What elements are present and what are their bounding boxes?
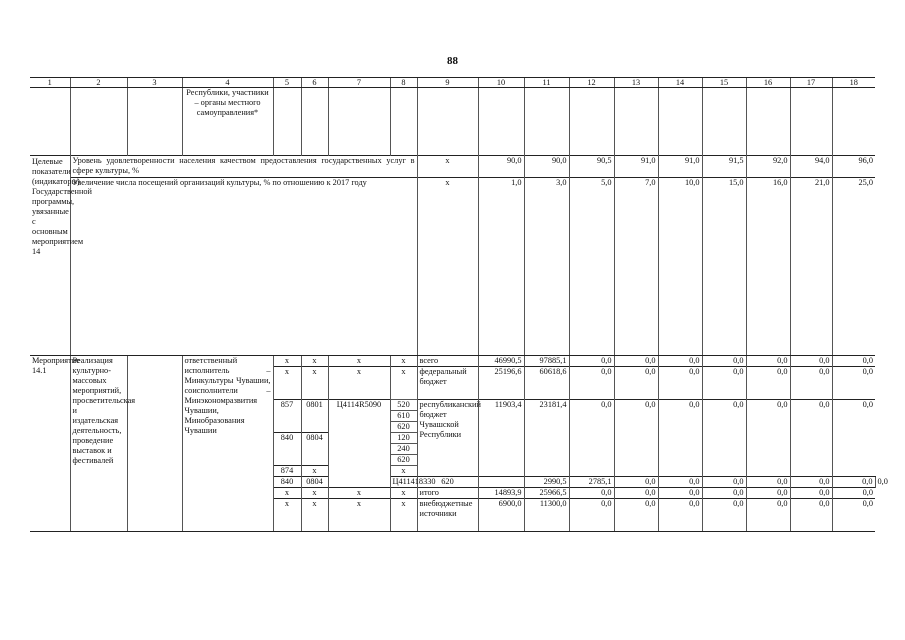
amount-cell: 0,0 bbox=[832, 400, 875, 477]
code-cell: x bbox=[390, 356, 417, 367]
indicator-value: 91,5 bbox=[702, 156, 746, 178]
funding-source: федеральный бюджет bbox=[417, 367, 478, 400]
indicator-value: 90,0 bbox=[524, 156, 569, 178]
code-cell: 120 bbox=[390, 433, 417, 444]
amount-cell: 46990,5 bbox=[478, 356, 524, 367]
indicator-value: 1,0 bbox=[478, 178, 524, 356]
indicator-value: 10,0 bbox=[658, 178, 702, 356]
amount-cell: 0,0 bbox=[569, 367, 614, 400]
column-number: 5 bbox=[273, 78, 301, 88]
amount-cell: 0,0 bbox=[790, 499, 832, 532]
code-cell: 620 bbox=[390, 455, 417, 466]
amount-cell: 0,0 bbox=[832, 477, 875, 488]
column-number-row bbox=[30, 78, 875, 88]
page-number: 88 bbox=[447, 55, 458, 67]
amount-cell: 0,0 bbox=[790, 477, 832, 488]
amount-cell: 0,0 bbox=[746, 488, 790, 499]
column-number: 6 bbox=[301, 78, 328, 88]
budget-table bbox=[30, 77, 888, 532]
indicator-row bbox=[30, 156, 875, 178]
code-cell: x bbox=[328, 356, 390, 367]
amount-cell: 0,0 bbox=[746, 499, 790, 532]
indicator-row bbox=[30, 178, 875, 356]
code-cell: x bbox=[273, 367, 301, 400]
column-number: 4 bbox=[182, 78, 273, 88]
column-number: 11 bbox=[524, 78, 569, 88]
amount-cell: 0,0 bbox=[569, 356, 614, 367]
code-cell: 520 bbox=[390, 400, 417, 411]
column-number: 9 bbox=[417, 78, 478, 88]
code-cell: 0804 bbox=[301, 433, 328, 466]
column-number: 15 bbox=[702, 78, 746, 88]
funding-source: всего bbox=[417, 356, 478, 367]
amount-cell: 0,0 bbox=[658, 499, 702, 532]
funding-source: внебюджетные источники bbox=[417, 499, 478, 532]
column-number: 10 bbox=[478, 78, 524, 88]
code-cell: 620 bbox=[390, 422, 417, 433]
amount-cell: 25966,5 bbox=[524, 488, 569, 499]
code-cell: 874 bbox=[273, 466, 301, 477]
indicator-col9: x bbox=[417, 156, 478, 178]
code-cell: x bbox=[301, 499, 328, 532]
indicator-value: 16,0 bbox=[746, 178, 790, 356]
amount-cell: 25196,6 bbox=[478, 367, 524, 400]
amount-cell: 0,0 bbox=[702, 356, 746, 367]
amount-cell: 0,0 bbox=[790, 367, 832, 400]
amount-cell: 0,0 bbox=[790, 400, 832, 477]
column-number: 18 bbox=[832, 78, 875, 88]
indicators-label: Целевые показатели (индикаторы) Государственной программы, увязанные с основным мероприятием 14 bbox=[30, 156, 70, 356]
measure-row: 840 0804 Ц411418330 620 2990,5 2785,1 0,0 0,0 0,0 0,0 0,0 0,0 0,0 bbox=[30, 477, 875, 488]
code-cell: x bbox=[390, 466, 417, 477]
column-number: 16 bbox=[746, 78, 790, 88]
measure-label: Мероприятие 14.1 bbox=[30, 356, 70, 532]
code-cell: 610 bbox=[390, 411, 417, 422]
amount-cell: 0,0 bbox=[832, 367, 875, 400]
indicator-value: 91,0 bbox=[658, 156, 702, 178]
indicator-value: 7,0 bbox=[614, 178, 658, 356]
code-cell: x bbox=[328, 367, 390, 400]
amount-cell: 0,0 bbox=[569, 488, 614, 499]
amount-cell: 0,0 bbox=[702, 499, 746, 532]
indicator-value: 91,0 bbox=[614, 156, 658, 178]
amount-cell: 0,0 bbox=[614, 367, 658, 400]
indicator-text: Увеличение числа посещений организаций культуры, % по отношению к 2017 году bbox=[70, 178, 417, 356]
code-cell: 0801 bbox=[301, 400, 328, 433]
funding-source: итого bbox=[417, 488, 478, 499]
amount-cell: 0,0 bbox=[790, 356, 832, 367]
amount-cell: 0,0 bbox=[702, 400, 746, 477]
amount-cell: 0,0 bbox=[702, 477, 746, 488]
code-cell: x bbox=[273, 488, 301, 499]
code-cell: x bbox=[273, 356, 301, 367]
amount-cell: 0,0 bbox=[702, 367, 746, 400]
measure-name: Реализация культурно-массовых мероприятий, просветительская и издательская деятельность, проведение выставок и фестивалей bbox=[70, 356, 127, 532]
indicator-text: Уровень удовлетворенности населения качеством предоставления государственных услуг в сфере культуры, % bbox=[70, 156, 417, 178]
amount-cell: 0,0 bbox=[832, 488, 875, 499]
column-number: 17 bbox=[790, 78, 832, 88]
indicator-value: 96,0 bbox=[832, 156, 875, 178]
amount-cell: 0,0 bbox=[569, 400, 614, 477]
indicator-value: 21,0 bbox=[790, 178, 832, 356]
column-number: 7 bbox=[328, 78, 390, 88]
amount-cell: 0,0 bbox=[658, 400, 702, 477]
column-number: 8 bbox=[390, 78, 417, 88]
amount-cell: 0,0 bbox=[614, 488, 658, 499]
amount-cell: 11300,0 bbox=[524, 499, 569, 532]
code-cell: 840 bbox=[273, 477, 301, 488]
amount-cell: 2785,1 bbox=[569, 477, 614, 488]
amount-cell: 0,0 bbox=[614, 400, 658, 477]
column-number: 14 bbox=[658, 78, 702, 88]
indicator-value: 3,0 bbox=[524, 178, 569, 356]
amount-cell: 0,0 bbox=[614, 499, 658, 532]
column-number: 2 bbox=[70, 78, 127, 88]
amount-cell: 0,0 bbox=[614, 477, 658, 488]
indicator-value: 90,0 bbox=[478, 156, 524, 178]
indicator-value: 5,0 bbox=[569, 178, 614, 356]
amount-cell: 0,0 bbox=[746, 400, 790, 477]
amount-cell: 0,0 bbox=[746, 367, 790, 400]
code-cell: x bbox=[328, 499, 390, 532]
executor-continuation: Республики, участники – органы местного самоуправления* bbox=[182, 88, 273, 156]
code-cell: x bbox=[301, 488, 328, 499]
amount-cell: 2990,5 bbox=[524, 477, 569, 488]
amount-cell: 0,0 bbox=[790, 488, 832, 499]
amount-cell: 0,0 bbox=[746, 356, 790, 367]
code-cell: x bbox=[390, 499, 417, 532]
code-cell: x bbox=[301, 356, 328, 367]
code-cell: x bbox=[301, 367, 328, 400]
indicator-value: 15,0 bbox=[702, 178, 746, 356]
amount-cell: 0,0 bbox=[658, 356, 702, 367]
measure-executor: ответственный исполнитель – Минкультуры Чувашии, соисполнители – Минэкономразвития Чувашии, Минобразования Чувашии bbox=[182, 356, 273, 532]
code-cell: x bbox=[390, 488, 417, 499]
amount-cell: 0,0 bbox=[702, 488, 746, 499]
amount-cell: 6900,0 bbox=[478, 499, 524, 532]
column-number: 1 bbox=[30, 78, 70, 88]
amount-cell: 0,0 bbox=[569, 499, 614, 532]
amount-cell: 0,0 bbox=[658, 367, 702, 400]
code-cell: x bbox=[301, 466, 328, 477]
indicator-value: 90,5 bbox=[569, 156, 614, 178]
code-cell: Ц4114R5090 bbox=[328, 400, 390, 488]
indicator-value: 25,0 bbox=[832, 178, 875, 356]
code-cell: x bbox=[273, 499, 301, 532]
amount-cell: 0,0 bbox=[832, 356, 875, 367]
code-cell: 0804 bbox=[301, 477, 328, 488]
funding-source: республиканский бюджет Чувашской Республики bbox=[417, 400, 478, 477]
code-cell: 620 bbox=[417, 477, 478, 488]
code-cell: x bbox=[390, 367, 417, 400]
indicator-value: 94,0 bbox=[790, 156, 832, 178]
amount-cell: 97885,1 bbox=[524, 356, 569, 367]
code-cell: 840 bbox=[273, 433, 301, 466]
amount-cell: 23181,4 bbox=[524, 400, 569, 477]
column-number: 3 bbox=[127, 78, 182, 88]
code-cell: x bbox=[328, 488, 390, 499]
amount-cell: 0,0 bbox=[658, 477, 702, 488]
code-cell: 857 bbox=[273, 400, 301, 433]
column-number: 13 bbox=[614, 78, 658, 88]
indicator-col9: x bbox=[417, 178, 478, 356]
amount-cell: 0,0 bbox=[614, 356, 658, 367]
measure-row bbox=[30, 356, 875, 367]
amount-cell: 0,0 bbox=[658, 488, 702, 499]
code-cell: 240 bbox=[390, 444, 417, 455]
amount-cell: 60618,6 bbox=[524, 367, 569, 400]
indicator-value: 92,0 bbox=[746, 156, 790, 178]
amount-cell: 0,0 bbox=[746, 477, 790, 488]
amount-cell: 0,0 bbox=[832, 499, 875, 532]
amount-cell: 11903,4 bbox=[478, 400, 524, 477]
code-cell: Ц411418330 bbox=[390, 477, 417, 488]
continuation-row bbox=[30, 88, 875, 156]
amount-cell: 14893,9 bbox=[478, 488, 524, 499]
column-number: 12 bbox=[569, 78, 614, 88]
